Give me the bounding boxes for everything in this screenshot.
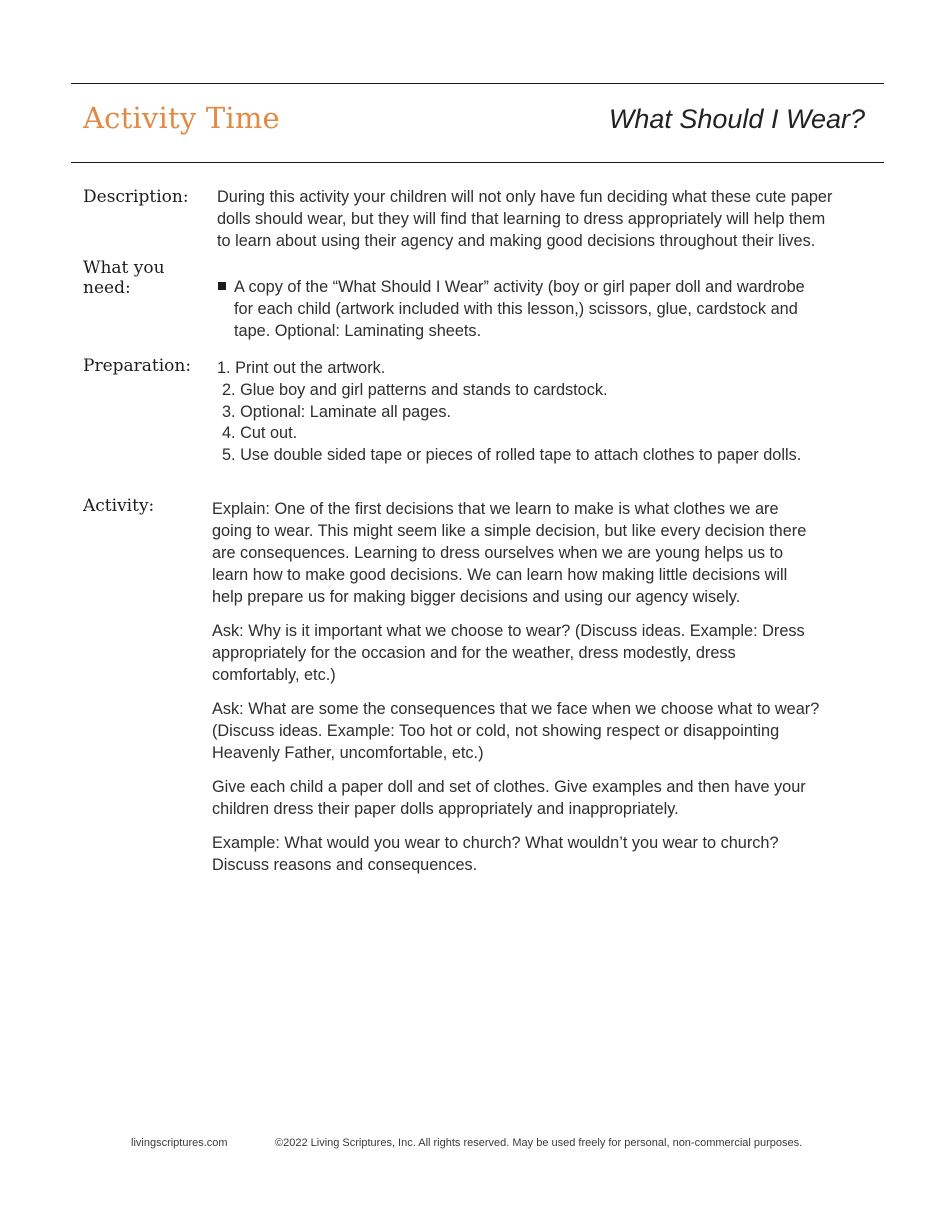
activity-line: Heavenly Father, uncomfortable, etc.) [212,744,484,762]
need-label-line: What you [83,258,165,278]
description-line: to learn about using their agency and making good decisions throughout their lives. [217,232,816,250]
footer-copyright: ©2022 Living Scriptures, Inc. All rights reserved. May be used freely for personal, non-commercial purposes. [275,1137,803,1149]
activity-line: going to wear. This might seem like a simple decision, but like every decision there [212,522,807,540]
page-title: Activity Time [83,101,280,135]
activity-text [212,498,862,888]
activity-line: Explain: One of the first decisions that we learn to make is what clothes we are [212,500,779,518]
need-line: tape. Optional: Laminating sheets. [234,322,482,340]
description-line: dolls should wear, but they will find that learning to dress appropriately will help them [217,210,826,228]
activity-line: comfortably, etc.) [212,666,336,684]
activity-paragraph [212,776,862,820]
activity-line: appropriately for the occasion and for the weather, dress modestly, dress [212,644,736,662]
preparation-step: 3. Optional: Laminate all pages. [222,402,451,421]
description-text [217,186,887,252]
activity-line: Give each child a paper doll and set of clothes. Give examples and then have your [212,778,806,796]
preparation-list [217,358,877,467]
activity-paragraph [212,698,862,764]
activity-paragraph [212,498,862,608]
preparation-label: Preparation: [83,356,192,376]
need-text [234,276,854,342]
activity-line: Ask: What are some the consequences that we face when we choose what to wear? [212,700,820,718]
activity-line: Discuss reasons and consequences. [212,856,478,874]
activity-line: help prepare us for making bigger decisions and using our agency wisely. [212,588,741,606]
preparation-step: 4. Cut out. [222,424,298,443]
footer-site: livingscriptures.com [131,1137,228,1149]
description-line: During this activity your children will not only have fun deciding what these cute paper [217,188,833,206]
activity-label: Activity: [83,496,155,516]
activity-paragraph [212,832,862,876]
preparation-step: 2. Glue boy and girl patterns and stands to cardstock. [222,380,608,399]
need-label-line: need: [83,278,131,298]
activity-line: learn how to make good decisions. We can learn how making little decisions will [212,566,788,584]
need-line: for each child (artwork included with this lesson,) scissors, glue, cardstock and [234,300,798,318]
activity-name: What Should I Wear? [608,104,865,134]
activity-line: children dress their paper dolls appropriately and inappropriately. [212,800,679,818]
header-top-rule [71,83,884,84]
preparation-step: 1. Print out the artwork. [217,359,386,377]
header-bottom-rule [71,162,884,163]
activity-paragraph [212,620,862,686]
activity-line: Example: What would you wear to church? What wouldn’t you wear to church? [212,834,779,852]
preparation-step: 5. Use double sided tape or pieces of rolled tape to attach clothes to paper dolls. [222,446,802,465]
need-label [83,258,193,298]
activity-line: (Discuss ideas. Example: Too hot or cold, not showing respect or disappointing [212,722,780,740]
activity-line: Ask: Why is it important what we choose to wear? (Discuss ideas. Example: Dress [212,622,805,640]
description-label: Description: [83,187,189,207]
square-bullet-icon [218,282,226,290]
activity-line: are consequences. Learning to dress ourselves when we are young helps us to [212,544,784,562]
need-line: A copy of the “What Should I Wear” activity (boy or girl paper doll and wardrobe [234,278,805,296]
